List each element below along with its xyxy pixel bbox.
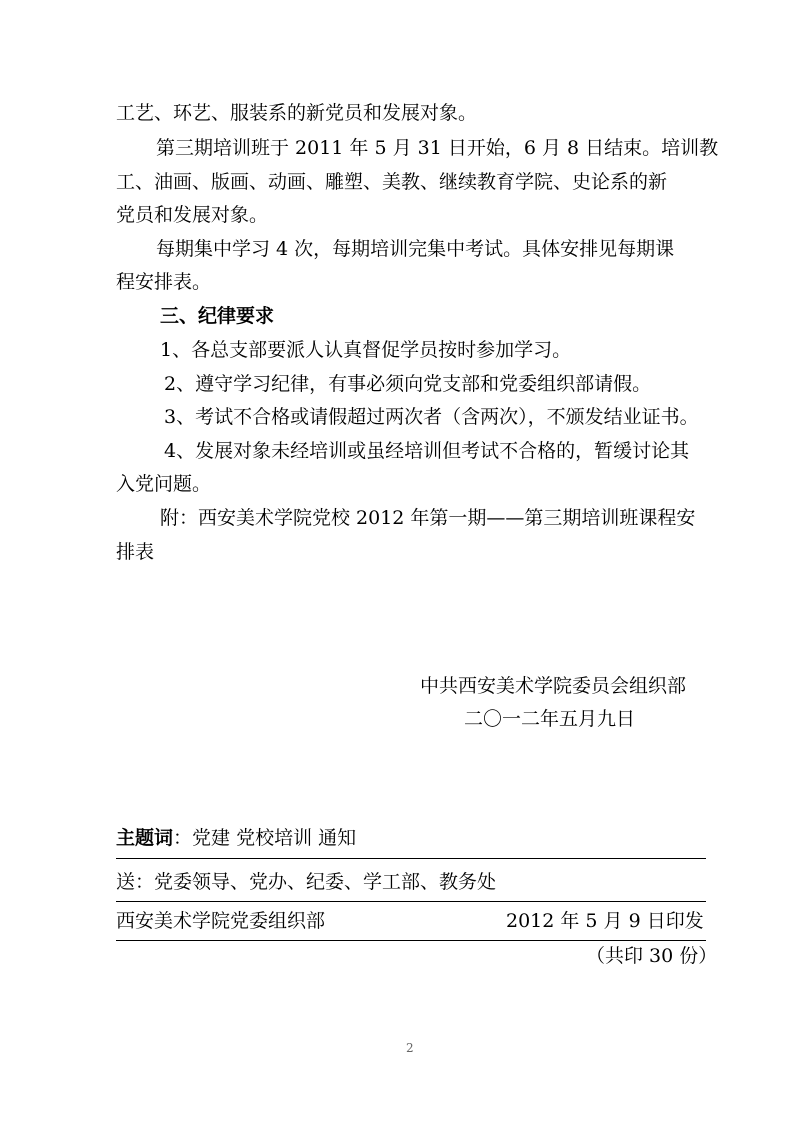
- rule-item: 3、考试不合格或请假超过两次者（含两次），不颁发结业证书。: [164, 406, 699, 428]
- copies-count: （共印 30 份）: [586, 945, 718, 967]
- rule-item: 1、各总支部要派人认真督促学员按时参加学习。: [160, 339, 572, 361]
- subject-label: 主题词: [116, 827, 174, 849]
- divider-line: [116, 901, 706, 902]
- paragraph-line: 第三期培训班于 2011 年 5 月 31 日开始，6 月 8 日结束。培训教: [156, 137, 719, 159]
- subject-terms: 党建 党校培训 通知: [192, 827, 357, 849]
- paragraph-line: 程安排表。: [116, 271, 212, 293]
- signature-date: 二〇一二年五月九日: [464, 708, 636, 730]
- attachment-note: 附：西安美术学院党校 2012 年第一期——第三期培训班课程安: [160, 507, 696, 529]
- divider-line: [116, 940, 706, 941]
- subject-words: [116, 826, 356, 850]
- divider-line: [116, 858, 706, 859]
- paragraph-line: 工、油画、版画、动画、雕塑、美教、继续教育学院、史论系的新: [116, 171, 668, 193]
- issuer: 西安美术学院党委组织部: [116, 910, 326, 932]
- paragraph-line: 党员和发展对象。: [116, 204, 269, 226]
- section-heading: 三、纪律要求: [160, 305, 275, 327]
- rule-item: 2、遵守学习纪律，有事必须向党支部和党委组织部请假。: [164, 373, 652, 395]
- paragraph-line: 工艺、环艺、服装系的新党员和发展对象。: [116, 102, 478, 124]
- paragraph-line: 每期集中学习 4 次，每期培训完集中考试。具体安排见每期课: [156, 238, 675, 260]
- send-to: 送：党委领导、党办、纪委、学工部、教务处: [116, 871, 497, 893]
- subject-colon: ：: [173, 827, 193, 849]
- rule-item: 入党问题。: [116, 473, 212, 495]
- signature-org: 中共西安美术学院委员会组织部: [420, 675, 687, 697]
- attachment-note: 排表: [116, 541, 155, 563]
- issue-date: 2012 年 5 月 9 日印发: [506, 910, 704, 932]
- page-number: 2: [406, 1041, 414, 1055]
- rule-item: 4、发展对象未经培训或虽经培训但考试不合格的，暂缓讨论其: [164, 440, 690, 462]
